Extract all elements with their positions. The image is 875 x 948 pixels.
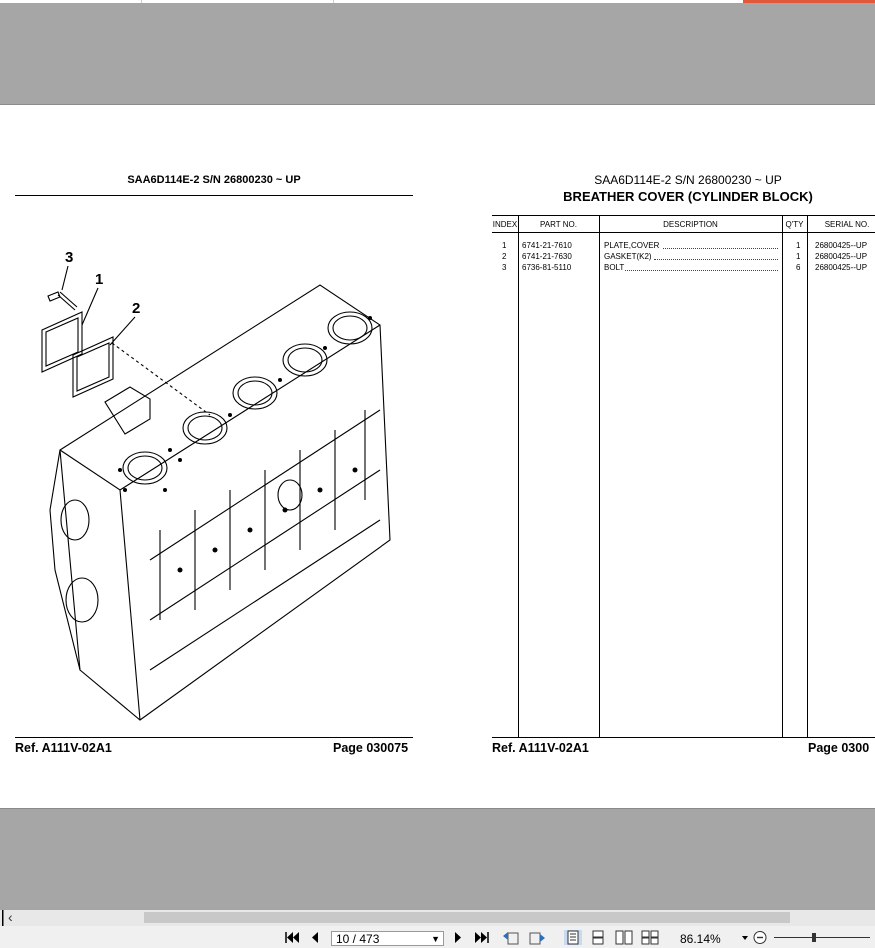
header-index: INDEX (492, 220, 518, 229)
row-3-qty: 6 (796, 263, 801, 272)
right-sheet-subtitle: SAA6D114E-2 S/N 26800230 ~ UP (594, 173, 782, 187)
row-3-index: 3 (502, 263, 507, 272)
header-part-no: PART NO. (540, 220, 577, 229)
two-page-continuous-icon[interactable] (641, 930, 659, 945)
zoom-out-icon[interactable] (752, 930, 768, 945)
zoom-dropdown-icon[interactable] (740, 930, 750, 945)
prev-page-icon[interactable] (309, 930, 321, 945)
callout-2: 2 (132, 300, 141, 317)
header-description: DESCRIPTION (663, 220, 718, 229)
leader-dots (625, 270, 778, 271)
leader-dots (654, 259, 778, 260)
divider (15, 737, 413, 738)
header-serial-no: SERIAL NO. (824, 220, 870, 229)
row-2-serial: 26800425--UP (815, 252, 868, 261)
zoom-slider[interactable] (772, 930, 872, 945)
last-page-icon[interactable] (474, 930, 490, 945)
first-page-icon[interactable] (284, 930, 300, 945)
row-2-part: 6741-21-7630 (522, 252, 572, 261)
row-2-desc: GASKET(K2) (604, 252, 652, 261)
header-qty: Q'TY (785, 220, 804, 229)
scroll-left-icon[interactable]: ‹ (8, 909, 13, 925)
table-top-rule (492, 215, 875, 216)
row-3-desc: BOLT (604, 263, 625, 272)
callout-3: 3 (65, 249, 74, 266)
engine-block-illustration (20, 240, 410, 730)
divider (15, 195, 413, 196)
row-2-qty: 1 (796, 252, 801, 261)
row-3-serial: 26800425--UP (815, 263, 868, 272)
row-1-serial: 26800425--UP (815, 241, 868, 250)
col-divider (807, 215, 808, 737)
page-number-value: 10 / 473 (336, 932, 380, 946)
forward-view-icon[interactable] (528, 930, 546, 945)
row-1-qty: 1 (796, 241, 801, 250)
tab-divider (333, 0, 334, 3)
zoom-level[interactable]: 86.14% (680, 932, 721, 946)
scrollbar-edge (2, 910, 4, 926)
horizontal-scrollbar[interactable] (0, 910, 875, 926)
left-ref: Ref. A111V-02A1 (15, 741, 112, 755)
tab-divider (141, 0, 142, 3)
right-page-number: Page 0300 (808, 741, 870, 755)
row-2-index: 2 (502, 252, 507, 261)
page-number-field[interactable] (331, 931, 444, 946)
table-header-rule (492, 232, 875, 233)
right-ref: Ref. A111V-02A1 (492, 741, 589, 755)
page-dropdown-icon[interactable]: ▼ (431, 934, 440, 944)
top-strip (0, 0, 875, 3)
leader-dots (663, 248, 778, 249)
continuous-icon[interactable] (589, 930, 607, 945)
col-divider (518, 215, 519, 737)
single-page-icon[interactable] (564, 930, 582, 945)
table-bottom-rule (492, 737, 875, 738)
row-3-part: 6736-81-5110 (522, 263, 572, 272)
back-view-icon[interactable] (502, 930, 520, 945)
accent-tab[interactable] (743, 0, 875, 3)
row-1-part: 6741-21-7610 (522, 241, 572, 250)
left-sheet-title: SAA6D114E-2 S/N 26800230 ~ UP (127, 174, 301, 186)
scrollbar-thumb[interactable] (144, 912, 790, 923)
row-1-desc: PLATE,COVER (604, 241, 660, 250)
col-divider (599, 215, 600, 737)
two-page-icon[interactable] (615, 930, 633, 945)
right-sheet-title: BREATHER COVER (CYLINDER BLOCK) (563, 189, 813, 204)
next-page-icon[interactable] (452, 930, 464, 945)
row-1-index: 1 (502, 241, 507, 250)
col-divider (782, 215, 783, 737)
callout-1: 1 (95, 271, 104, 288)
left-page-number: Page 030075 (333, 741, 409, 755)
